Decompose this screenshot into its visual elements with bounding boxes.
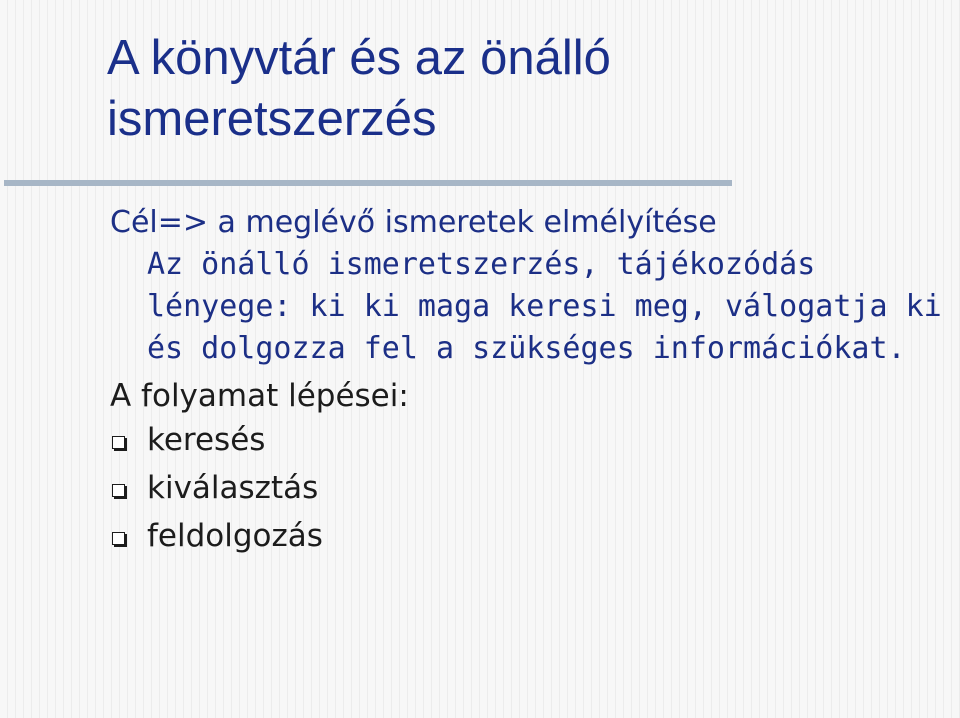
essence-text: Az önálló ismeretszerzés, tájékozódás lényege: ki ki maga keresi meg, válogatja ki és dolgozza fel a szükséges információkat.: [147, 247, 942, 366]
step-label: kiválasztás: [147, 470, 319, 506]
list-item: [110, 416, 950, 464]
list-item: [110, 464, 950, 512]
square-bullet-icon: [112, 436, 125, 449]
step-label: keresés: [147, 422, 266, 458]
title-divider: [4, 180, 732, 186]
list-item: [110, 512, 950, 560]
steps-list: [110, 416, 950, 560]
steps-heading: A folyamat lépései:: [110, 378, 409, 414]
square-bullet-icon: [112, 532, 125, 545]
goal-text: Cél=> a meglévő ismeretek elmélyítése: [110, 205, 717, 240]
slide-body: [110, 202, 950, 560]
step-label: feldolgozás: [147, 518, 323, 554]
slide-title: A könyvtár és az önálló ismeretszerzés: [107, 31, 611, 146]
square-bullet-icon: [112, 484, 125, 497]
